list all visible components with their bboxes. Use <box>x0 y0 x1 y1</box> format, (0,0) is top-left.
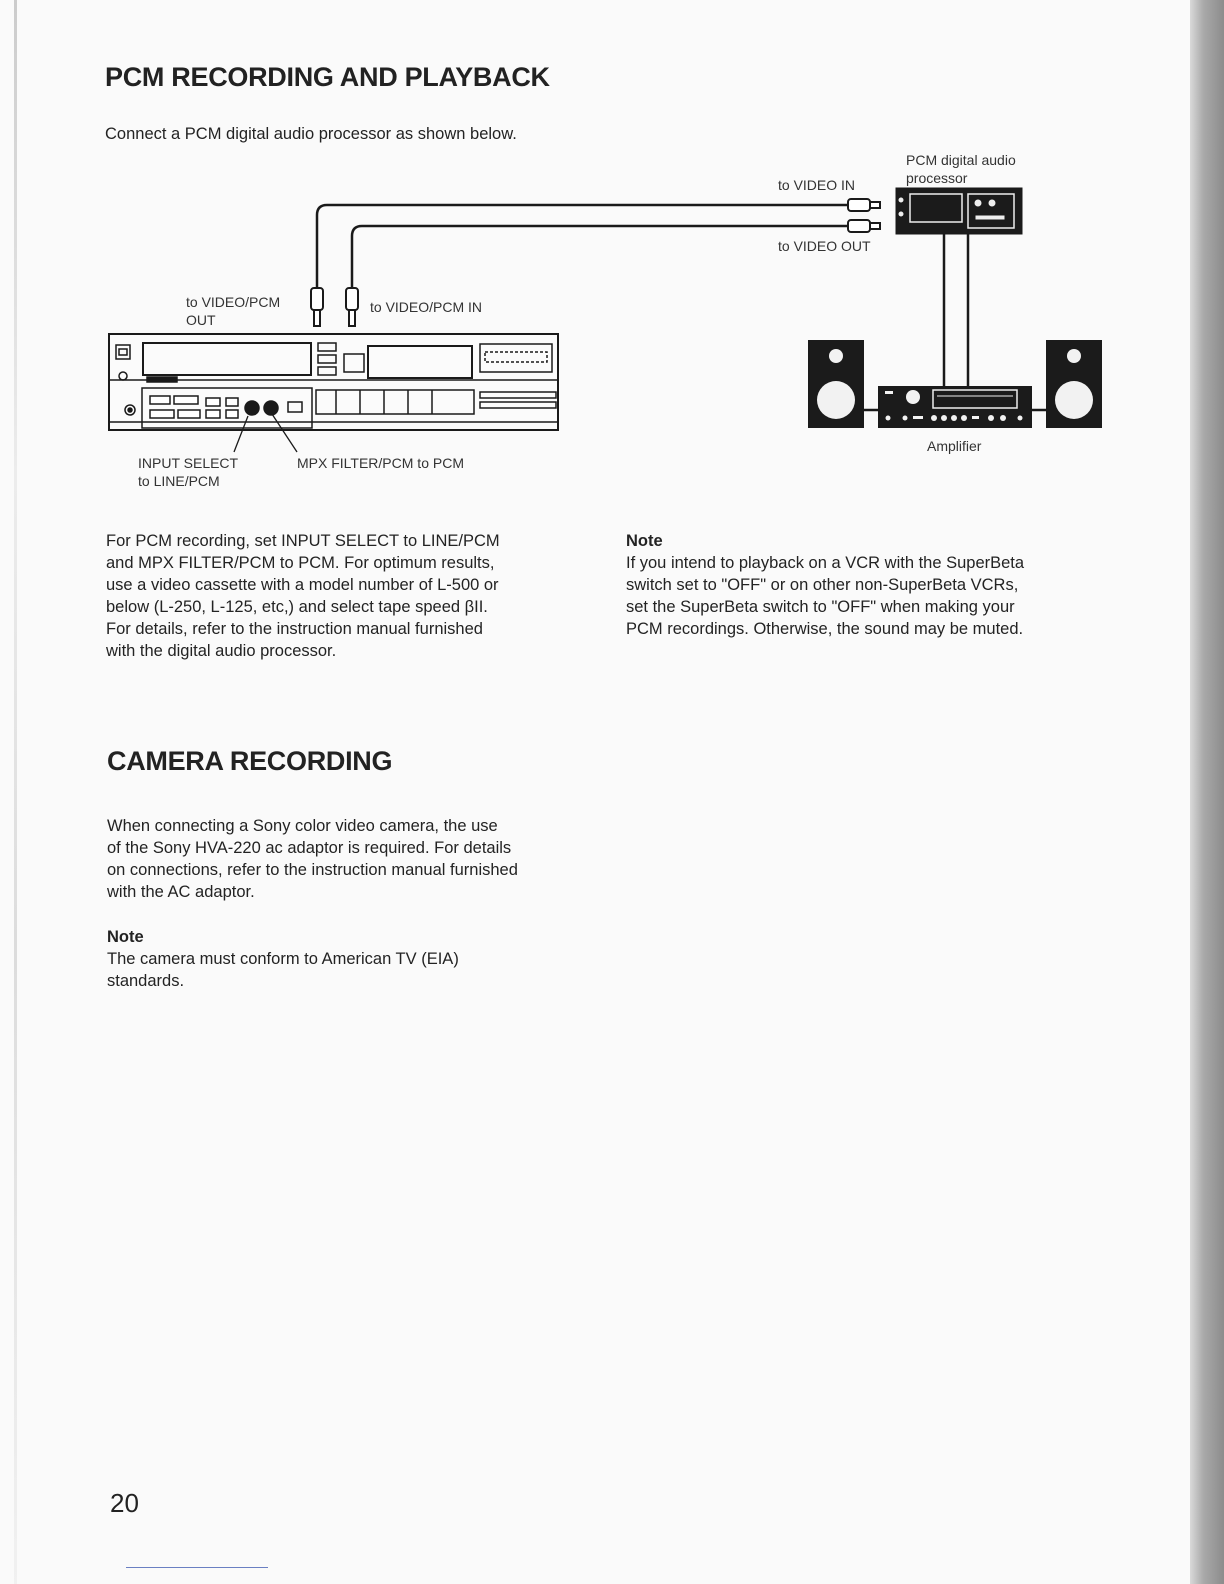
camera-body <box>107 815 597 903</box>
pcm-note-line: If you intend to playback on a VCR with the SuperBeta <box>626 554 1025 572</box>
label-amplifier: Amplifier <box>927 438 982 454</box>
pcm-note-line: set the SuperBeta switch to "OFF" when making your <box>626 598 1015 616</box>
label-to-video-pcm-in: to VIDEO/PCM IN <box>370 299 483 315</box>
speaker-left <box>808 340 864 428</box>
video-cables <box>317 205 848 290</box>
camera-note <box>107 926 597 992</box>
amplifier <box>878 386 1032 428</box>
camera-body-line: of the Sony HVA-220 ac adaptor is required. For details <box>107 839 512 857</box>
pcm-note <box>626 530 1116 640</box>
connection-diagram <box>0 0 1224 500</box>
label-input-select-1: INPUT SELECT <box>138 455 239 471</box>
camera-note-line: The camera must conform to American TV (EIA) <box>107 950 459 968</box>
pcm-note-line: PCM recordings. Otherwise, the sound may be muted. <box>626 620 1024 638</box>
label-to-video-out: to VIDEO OUT <box>778 238 871 254</box>
vcr <box>109 334 558 430</box>
pcm-note-line: switch set to "OFF" or on other non-SuperBeta VCRs, <box>626 576 1019 594</box>
label-to-video-in: to VIDEO IN <box>778 177 856 193</box>
pcm-intro: Connect a PCM digital audio processor as shown below. <box>105 125 517 143</box>
speaker-right <box>1046 340 1102 428</box>
vcr-plugs <box>311 288 358 326</box>
pcm-processor <box>896 188 1022 234</box>
audio-wires <box>944 234 968 390</box>
pcm-processor-label-2: processor <box>906 170 968 186</box>
processor-plugs <box>848 199 880 232</box>
label-input-select-2: to LINE/PCM <box>138 473 220 489</box>
pcm-body-line: with the digital audio processor. <box>106 642 337 660</box>
footer-line <box>126 1567 268 1568</box>
pcm-body-line: and MPX FILTER/PCM to PCM. For optimum results, <box>106 554 495 572</box>
camera-body-line: on connections, refer to the instruction manual furnished <box>107 861 518 879</box>
page-number: 20 <box>110 1488 139 1518</box>
camera-note-title: Note <box>107 928 144 946</box>
camera-body-line: with the AC adaptor. <box>107 883 255 901</box>
camera-note-line: standards. <box>107 972 185 990</box>
label-mpx-filter: MPX FILTER/PCM to PCM <box>297 455 464 471</box>
pcm-body-line: below (L-250, L-125, etc,) and select tape speed βII. <box>106 598 488 616</box>
pcm-body-line: use a video cassette with a model number of L-500 or <box>106 576 499 594</box>
pcm-processor-label-1: PCM digital audio <box>906 152 1016 168</box>
pcm-body-line: For PCM recording, set INPUT SELECT to LINE/PCM <box>106 532 500 550</box>
pcm-note-title: Note <box>626 532 663 550</box>
label-to-video-pcm-out-2: OUT <box>186 312 216 328</box>
label-to-video-pcm-out-1: to VIDEO/PCM <box>186 294 281 310</box>
camera-section-title: CAMERA RECORDING <box>107 746 393 776</box>
pcm-section-title: PCM RECORDING AND PLAYBACK <box>105 62 550 92</box>
pcm-body <box>106 530 586 662</box>
camera-body-line: When connecting a Sony color video camera, the use <box>107 817 498 835</box>
pcm-body-line: For details, refer to the instruction manual furnished <box>106 620 483 638</box>
